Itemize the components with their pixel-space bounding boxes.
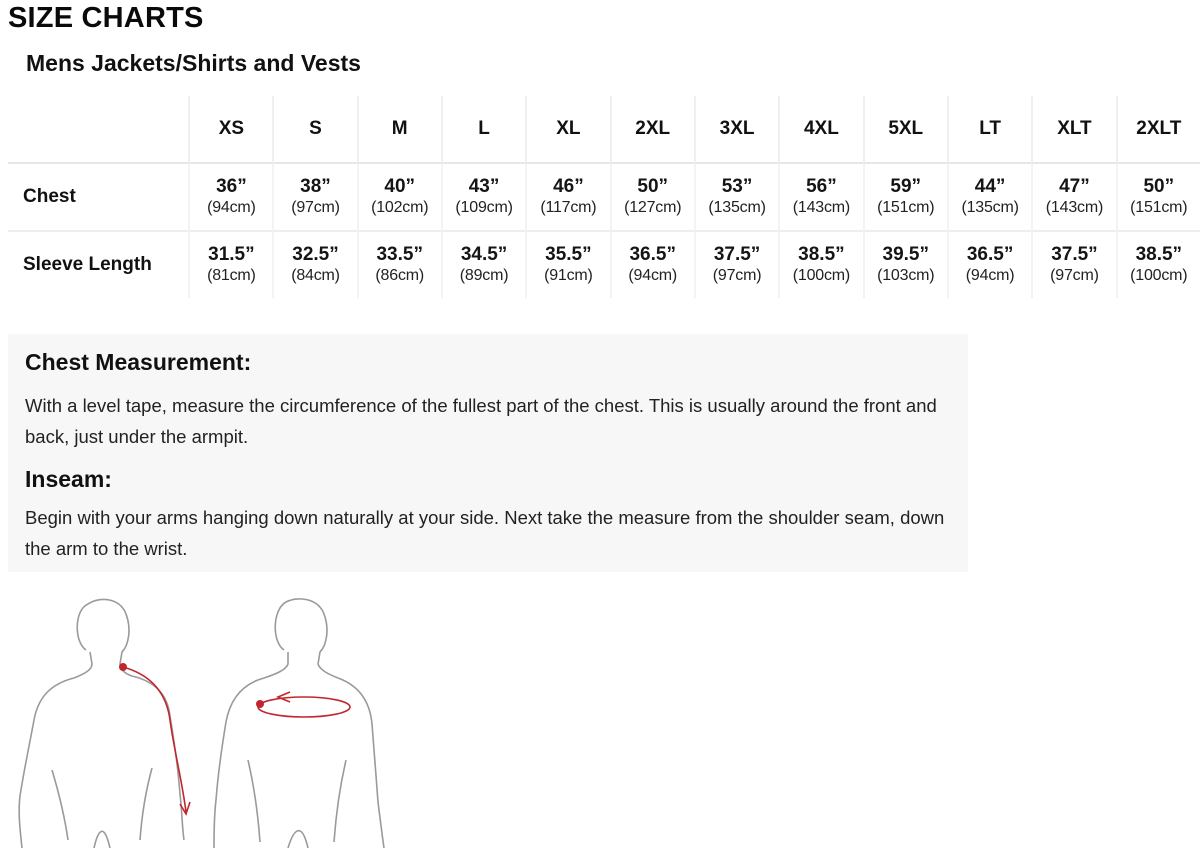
chest-measure-loop	[258, 697, 350, 717]
measurement-illustration	[8, 590, 408, 850]
value-inches: 38.5”	[798, 244, 845, 265]
value-inches: 50”	[637, 176, 669, 197]
table-cell	[441, 164, 525, 232]
table-cell	[694, 164, 778, 232]
size-header-2xlt: 2XLT	[1116, 96, 1200, 164]
value-cm: (86cm)	[375, 267, 425, 284]
chest-measurement-figure	[214, 599, 384, 848]
size-header-l: L	[441, 96, 525, 164]
size-header-5xl: 5XL	[863, 96, 947, 164]
table-cell	[610, 164, 694, 232]
row-label: Sleeve Length	[23, 254, 152, 275]
value-inches: 50”	[1143, 176, 1175, 197]
value-cm: (151cm)	[877, 199, 935, 216]
size-header-4xl: 4XL	[778, 96, 862, 164]
size-header-xlt: XLT	[1031, 96, 1115, 164]
value-cm: (143cm)	[1045, 199, 1104, 216]
value-cm: (97cm)	[712, 267, 762, 284]
value-cm: (151cm)	[1130, 199, 1188, 216]
value-inches: 33.5”	[376, 244, 423, 265]
size-header-3xl: 3XL	[694, 96, 778, 164]
value-inches: 40”	[384, 176, 416, 197]
value-inches: 36.5”	[966, 244, 1014, 265]
value-cm: (135cm)	[961, 199, 1019, 216]
sleeve-measurement-figure	[19, 599, 190, 848]
table-cell	[525, 232, 609, 298]
value-cm: (117cm)	[540, 199, 597, 216]
value-cm: (94cm)	[207, 199, 256, 216]
value-inches: 34.5”	[460, 244, 508, 265]
table-cell	[778, 232, 862, 298]
value-inches: 38”	[300, 176, 331, 197]
value-inches: 39.5”	[882, 244, 929, 265]
value-cm: (94cm)	[965, 267, 1015, 284]
chest-measurement-heading: Chest Measurement:	[25, 349, 252, 375]
value-cm: (143cm)	[792, 199, 851, 216]
table-row	[8, 164, 1200, 232]
sleeve-measure-line	[123, 667, 186, 812]
figure-left-body-outline	[52, 770, 68, 840]
figure-neck-outline	[74, 652, 92, 678]
measurement-info-box	[8, 334, 968, 572]
size-chart-table	[8, 96, 1200, 298]
value-inches: 46”	[553, 176, 584, 197]
value-inches: 38.5”	[1135, 244, 1183, 265]
figure2-waist-outline	[288, 831, 308, 848]
table-cell	[947, 232, 1031, 298]
table-cell	[525, 164, 609, 232]
table-cell	[1031, 164, 1115, 232]
table-cell	[863, 232, 947, 298]
value-cm: (102cm)	[371, 199, 429, 216]
value-inches: 35.5”	[545, 244, 592, 265]
value-cm: (97cm)	[291, 199, 340, 216]
size-header-row	[8, 96, 1200, 164]
table-cell	[1116, 164, 1200, 232]
table-cell	[357, 232, 441, 298]
inseam-heading: Inseam:	[25, 466, 112, 492]
value-cm: (91cm)	[544, 267, 593, 284]
table-cell	[947, 164, 1031, 232]
value-inches: 59”	[890, 176, 922, 197]
table-cell	[694, 232, 778, 298]
value-cm: (103cm)	[877, 267, 935, 284]
value-inches: 43”	[468, 176, 500, 197]
table-cell	[863, 164, 947, 232]
table-cell	[188, 232, 272, 298]
size-header	[8, 96, 1200, 164]
chest-measurement-text: With a level tape, measure the circumference of the fullest part of the chest. This is usually around the front and back, just under the armpit.	[25, 395, 937, 447]
size-table-body	[8, 164, 1200, 298]
row-label: Chest	[8, 164, 188, 232]
measurement-figures	[8, 590, 408, 850]
value-cm: (109cm)	[455, 199, 513, 216]
value-cm: (94cm)	[628, 267, 678, 284]
page-title: SIZE CHARTS	[8, 2, 204, 34]
value-cm: (127cm)	[624, 199, 682, 216]
value-cm: (89cm)	[459, 267, 509, 284]
figure2-head-outline	[275, 599, 338, 678]
inseam-text: Begin with your arms hanging down naturally at your side. Next take the measure from the shoulder seam, down the arm to the wrist.	[25, 507, 945, 559]
value-inches: 37.5”	[713, 244, 761, 265]
value-inches: 53”	[721, 176, 753, 197]
value-cm: (100cm)	[792, 267, 851, 284]
table-cell	[441, 232, 525, 298]
value-cm: (81cm)	[207, 267, 256, 284]
value-cm: (97cm)	[1050, 267, 1099, 284]
table-cell	[188, 164, 272, 232]
value-inches: 36.5”	[629, 244, 676, 265]
figure2-right-body-outline	[334, 760, 346, 842]
header-corner	[8, 96, 188, 164]
value-inches: 44”	[974, 176, 1006, 197]
section-title: Mens Jackets/Shirts and Vests	[26, 50, 361, 76]
value-cm: (84cm)	[291, 267, 340, 284]
size-header-s: S	[272, 96, 356, 164]
size-header-2xl: 2XL	[610, 96, 694, 164]
table-row	[8, 232, 1200, 298]
size-header-m: M	[357, 96, 441, 164]
size-header-xl: XL	[525, 96, 609, 164]
figure-waist-outline	[94, 831, 110, 848]
table-cell	[778, 164, 862, 232]
value-inches: 56”	[806, 176, 837, 197]
figure2-neck-outline	[264, 652, 288, 678]
table-cell	[272, 164, 356, 232]
table-cell	[610, 232, 694, 298]
size-header-lt: LT	[947, 96, 1031, 164]
size-header-xs: XS	[188, 96, 272, 164]
value-cm: (135cm)	[708, 199, 766, 216]
table-cell	[1116, 232, 1200, 298]
figure-right-body-outline	[140, 768, 152, 840]
figure2-left-body-outline	[248, 760, 260, 842]
table-cell	[357, 164, 441, 232]
value-inches: 37.5”	[1051, 244, 1098, 265]
value-inches: 32.5”	[292, 244, 339, 265]
value-inches: 36”	[216, 176, 247, 197]
value-inches: 31.5”	[208, 244, 255, 265]
table-cell	[1031, 232, 1115, 298]
value-inches: 47”	[1059, 176, 1090, 197]
value-cm: (100cm)	[1130, 267, 1188, 284]
table-cell	[272, 232, 356, 298]
